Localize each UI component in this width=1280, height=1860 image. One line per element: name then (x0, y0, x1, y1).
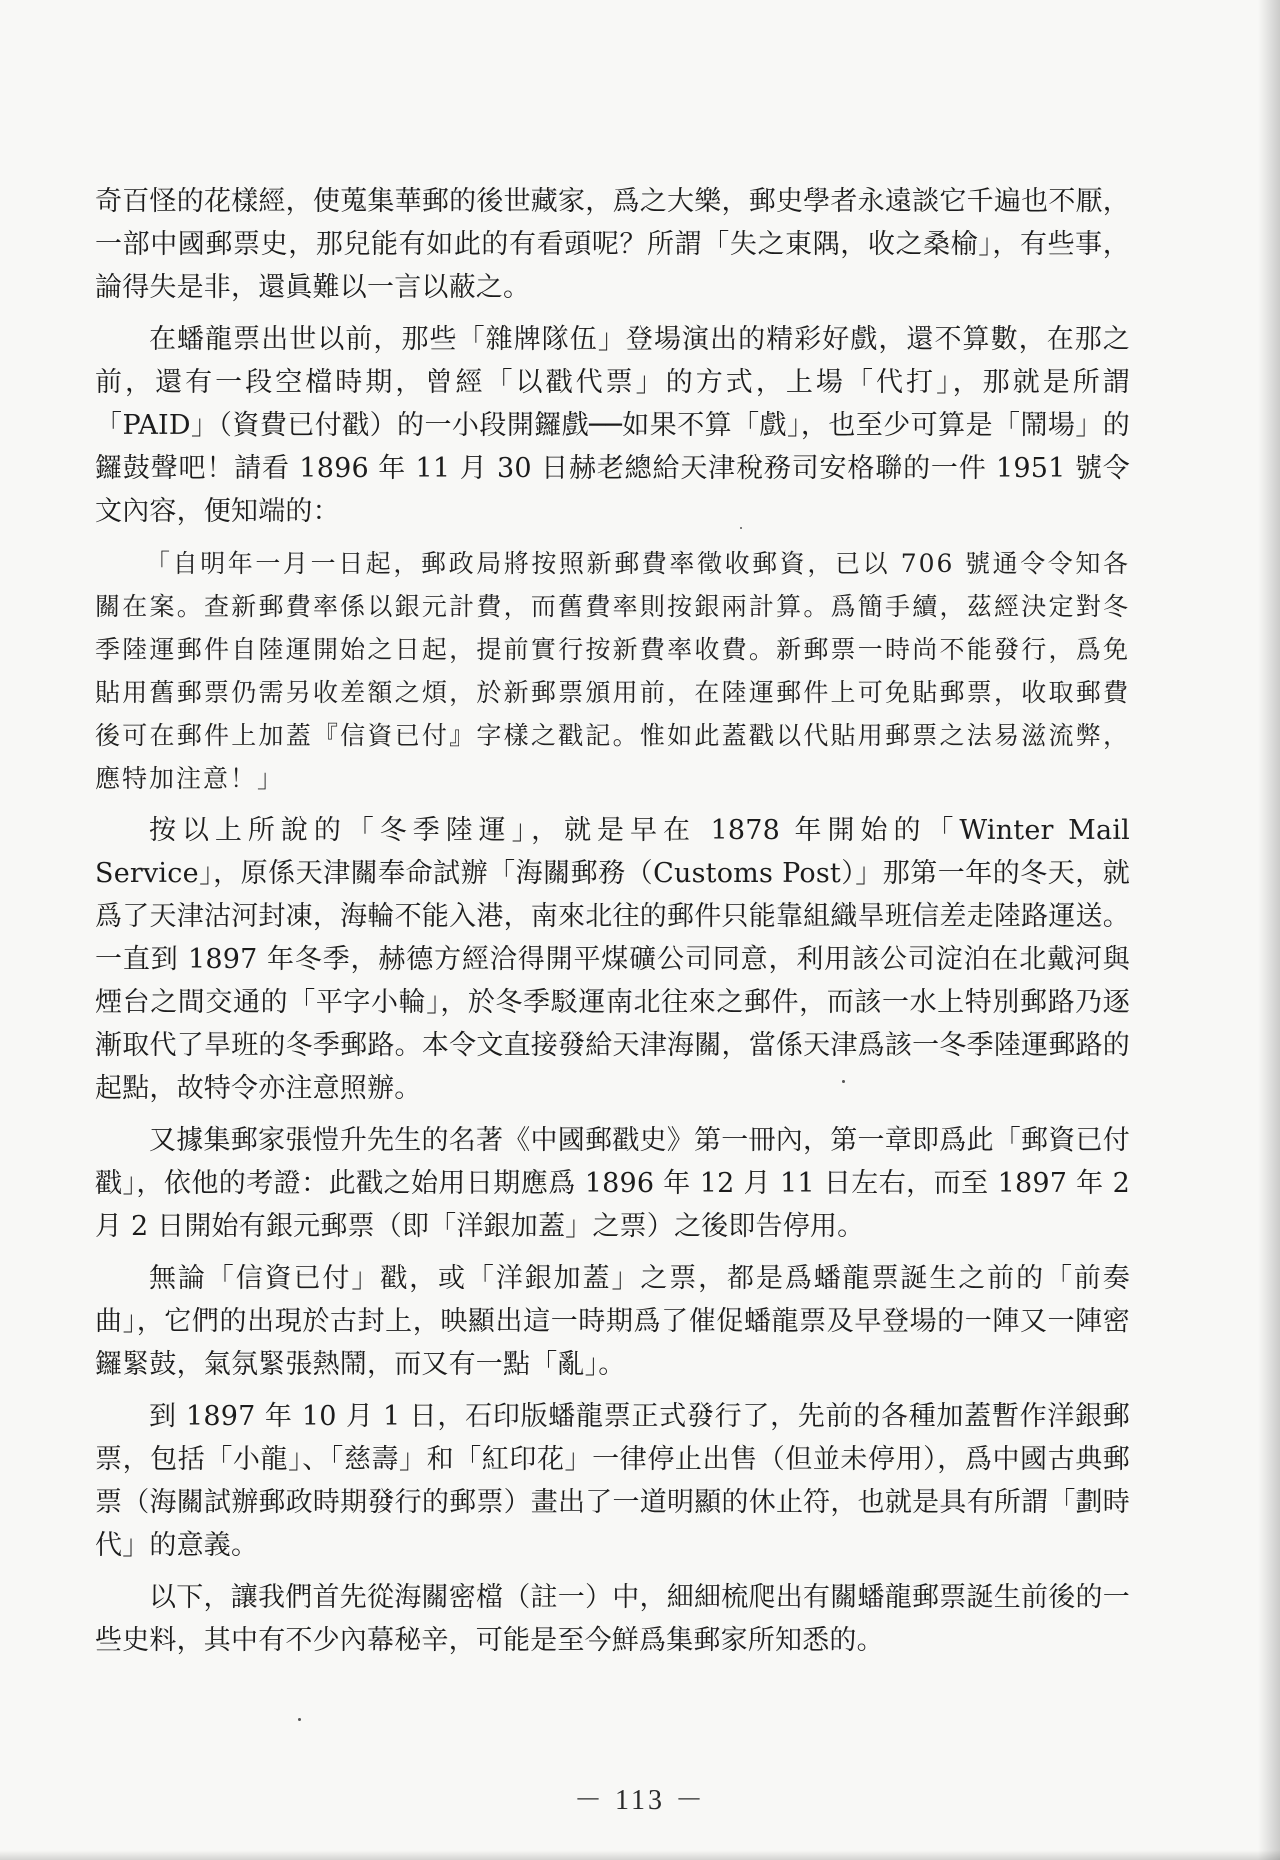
page-edge-shadow (1258, 0, 1280, 1860)
quoted-order-text: 「自明年一月一日起，郵政局將按照新郵費率徵收郵資，已以 706 號通令令知各關在案。查新郵費率係以銀元計費，而舊費率則按銀兩計算。爲簡手續，茲經決定對冬季陸運郵件自陸運開始之日起，提前實行按新費率收費。新郵票一時尚不能發行，爲免貼用舊郵票仍需另收差額之煩，於新郵票頒用前，在陸運郵件上可免貼郵票，收取郵費後可在郵件上加蓋『信資已付』字樣之戳記。惟如此蓋戳以代貼用郵票之法易滋流弊，應特加注意！」 (95, 549, 1130, 793)
paragraph-winter-mail: 按以上所說的「冬季陸運」，就是早在 1878 年開始的「Winter Mail Service」，原係天津關奉命試辦「海關郵務（Customs Post）」那第一年的冬天，就爲了天津沽河封凍，海輪不能入港，南來北往的郵件只能靠組織旱班信差走陸路運送。一直到 1897 年冬季，赫德方經洽得開平煤礦公司同意，利用該公司淀泊在北戴河與煙台之間交通的「平字小輪」，於冬季駁運南北往來之郵件，而該一水上特別郵路乃逐漸取代了旱班的冬季郵路。本令文直接發給天津海關，當係天津爲該一冬季陸運郵路的起點，故特令亦注意照辦。 (95, 815, 1130, 1104)
paragraph-dragon-issue: 到 1897 年 10 月 1 日，石印版蟠龍票正式發行了，先前的各種加蓋暫作洋銀郵票，包括「小龍」、「慈壽」和「紅印花」一律停止出售（但並未停用），爲中國古典郵票（海關試辦郵政時期發行的郵票）畫出了一道明顯的休止符，也就是具有所謂「劃時代」的意義。 (95, 1401, 1130, 1561)
scan-speck (298, 1718, 301, 1721)
paragraph-prelude: 無論「信資已付」戳，或「洋銀加蓋」之票，都是爲蟠龍票誕生之前的「前奏曲」，它們的出現於古封上，映顯出這一時期爲了催促蟠龍票及早登場的一陣又一陣密鑼緊鼓，氣氛緊張熱鬧，而又有一點「亂」。 (95, 1263, 1130, 1380)
page-bottom-shadow (0, 1850, 1280, 1860)
paragraph-continuation: 奇百怪的花樣經，使蒐集華郵的後世藏家，爲之大樂，郵史學者永遠談它千遍也不厭，一部中國郵票史，那兒能有如此的有看頭呢？所謂「失之東隅，收之桑榆」，有些事，論得失是非，還眞難以一言以蔽之。 (95, 186, 1130, 303)
paragraph-archives: 以下，讓我們首先從海關密檔（註一）中，細細梳爬出有關蟠龍郵票誕生前後的一些史料，其中有不少內幕秘辛，可能是至今鮮爲集郵家所知悉的。 (95, 1582, 1130, 1656)
paragraph-paid-intro: 在蟠龍票出世以前，那些「雜牌隊伍」登場演出的精彩好戲，還不算數，在那之前，還有一段空檔時期，曾經「以戳代票」的方式，上場「代打」，那就是所謂「PAID」（資費已付戳）的一小段開鑼戲──如果不算「戲」，也至少可算是「鬧場」的鑼鼓聲吧！請看 1896 年 11 月 30 日赫老總給天津稅務司安格聯的一件 1951 號令文內容，便知端的： (95, 324, 1130, 527)
paragraph-postmark-history: 又據集郵家張愷升先生的名著《中國郵戳史》第一冊內，第一章即爲此「郵資已付戳」，依他的考證：此戳之始用日期應爲 1896 年 12 月 11 日左右，而至 1897 年 2 月 2 日開始有銀元郵票（即「洋銀加蓋」之票）之後即告停用。 (95, 1125, 1130, 1242)
page-number: － 113 － (574, 1785, 706, 1816)
scan-speck (842, 1080, 845, 1083)
body-text (95, 180, 1130, 1671)
scan-speck (740, 527, 742, 529)
